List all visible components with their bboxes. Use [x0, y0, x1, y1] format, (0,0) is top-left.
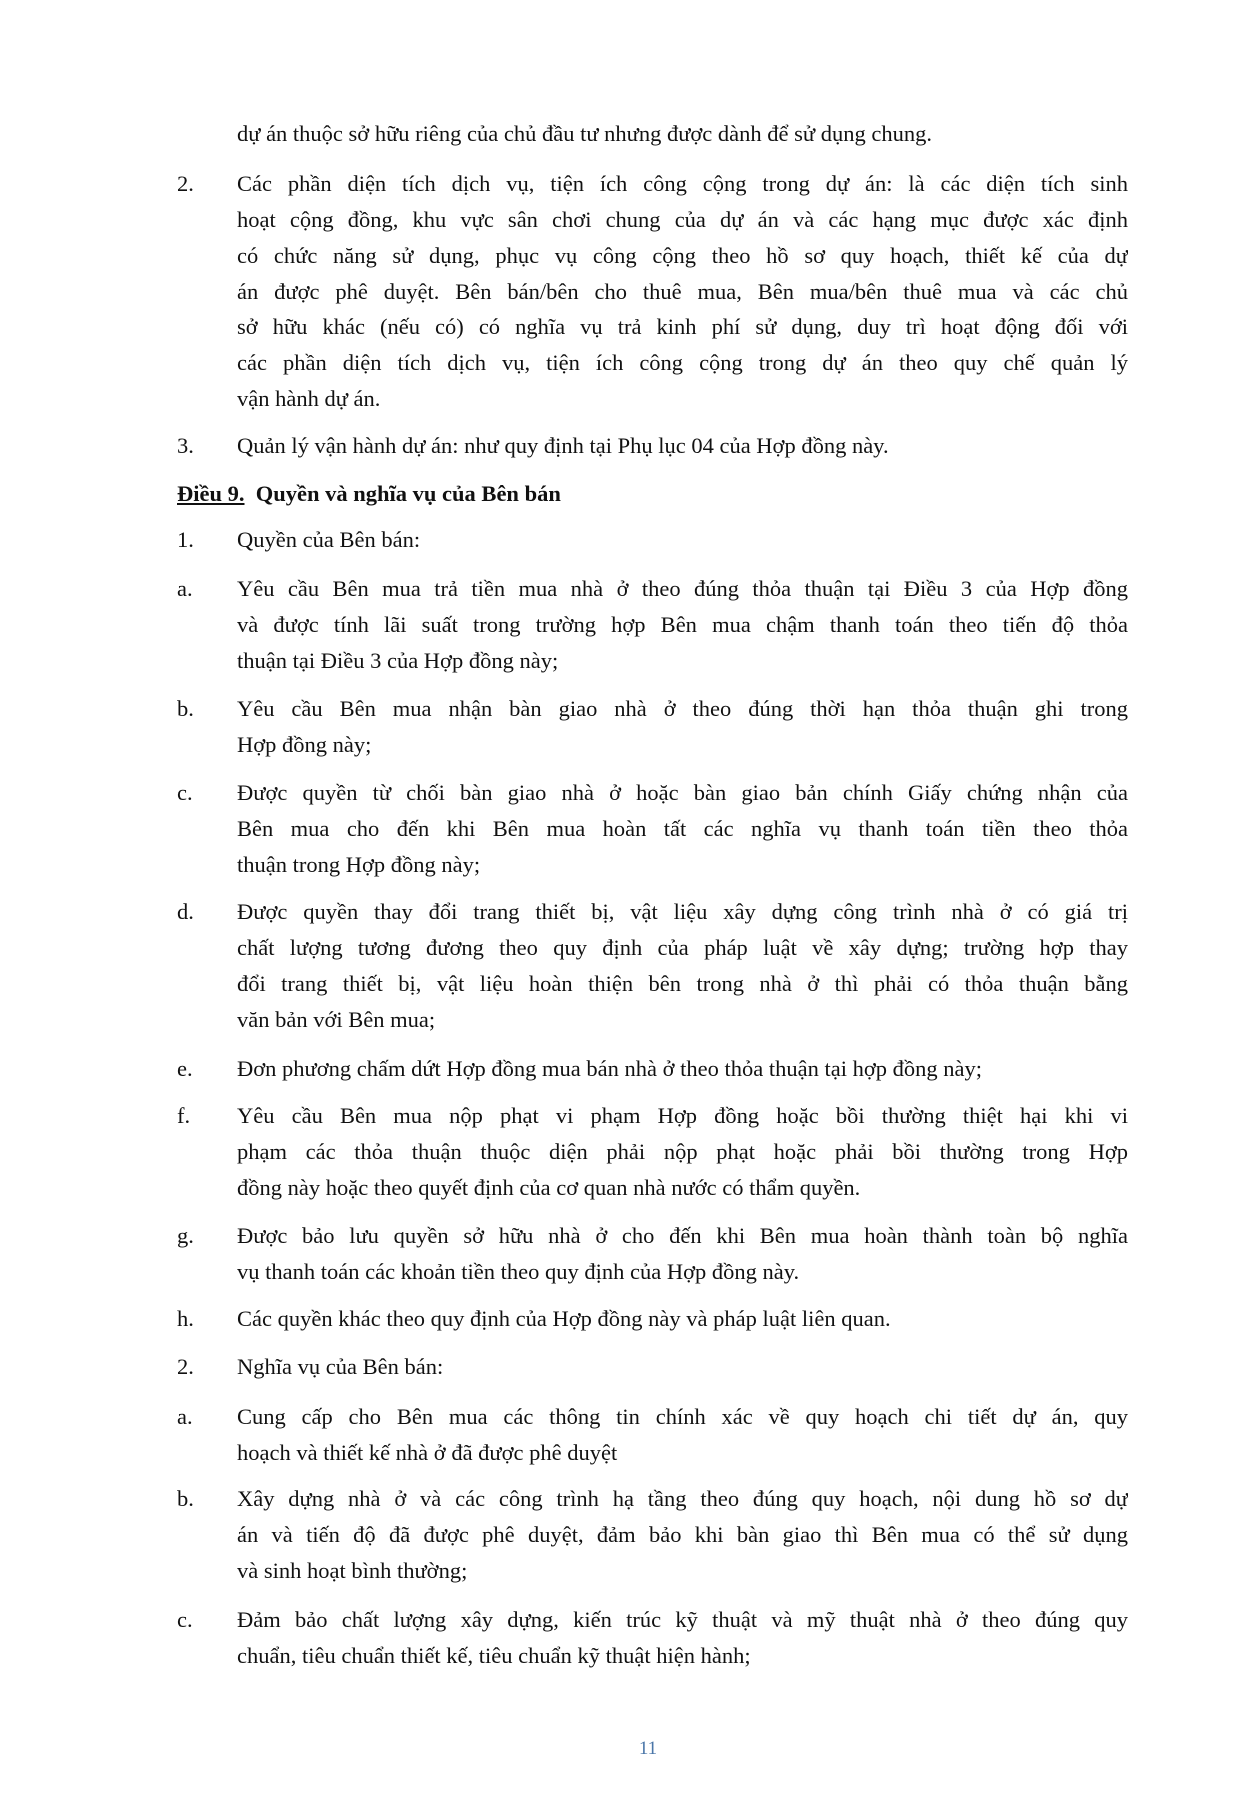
page-number: 11	[638, 1738, 658, 1759]
section-number: 1.	[177, 527, 194, 552]
section-title: Nghĩa vụ của Bên bán:	[237, 1354, 444, 1379]
item-letter: c.	[177, 780, 193, 805]
article-number: Điều 9.	[177, 481, 245, 506]
paragraph-line: và sinh hoạt bình thường;	[237, 1558, 468, 1583]
paragraph-line: Các quyền khác theo quy định của Hợp đồng này và pháp luật liên quan.	[237, 1306, 891, 1331]
paragraph-line: thuận tại Điều 3 của Hợp đồng này;	[237, 648, 559, 673]
article-heading	[177, 476, 561, 512]
paragraph-line: hoạt cộng đồng, khu vực sân chơi chung của dự án và các hạng mục được xác định	[237, 207, 1128, 232]
paragraph-line: chuẩn, tiêu chuẩn thiết kế, tiêu chuẩn kỹ thuật hiện hành;	[237, 1643, 751, 1668]
paragraph-continuation: dự án thuộc sở hữu riêng của chủ đầu tư nhưng được dành để sử dụng chung.	[237, 121, 932, 146]
paragraph-line: Đơn phương chấm dứt Hợp đồng mua bán nhà ở theo thỏa thuận tại hợp đồng này;	[237, 1056, 983, 1081]
paragraph-line: chất lượng tương đương theo quy định của pháp luật về xây dựng; trường hợp thay	[237, 935, 1128, 960]
paragraph-line: có chức năng sử dụng, phục vụ công cộng theo hồ sơ quy hoạch, thiết kế của dự	[237, 243, 1128, 268]
paragraph-line: Được quyền thay đổi trang thiết bị, vật liệu xây dựng công trình nhà ở có giá trị	[237, 899, 1128, 924]
article-title: Quyền và nghĩa vụ của Bên bán	[255, 481, 561, 506]
paragraph-line: Yêu cầu Bên mua trả tiền mua nhà ở theo đúng thỏa thuận tại Điều 3 của Hợp đồng	[237, 576, 1128, 601]
paragraph-line: Quản lý vận hành dự án: như quy định tại Phụ lục 04 của Hợp đồng này.	[237, 433, 889, 458]
item-letter: d.	[177, 899, 194, 924]
item-letter: a.	[177, 1404, 193, 1429]
paragraph-line: Cung cấp cho Bên mua các thông tin chính xác về quy hoạch chi tiết dự án, quy	[237, 1404, 1128, 1429]
paragraph-line: vụ thanh toán các khoản tiền theo quy định của Hợp đồng này.	[237, 1259, 800, 1284]
item-number: 3.	[177, 433, 194, 458]
paragraph-line: Xây dựng nhà ở và các công trình hạ tầng theo đúng quy hoạch, nội dung hồ sơ dự	[237, 1486, 1128, 1511]
paragraph-line: sở hữu khác (nếu có) có nghĩa vụ trả kinh phí sử dụng, duy trì hoạt động đối với	[237, 314, 1128, 339]
paragraph-line: Các phần diện tích dịch vụ, tiện ích công cộng trong dự án: là các diện tích sinh	[237, 171, 1128, 196]
item-number: 2.	[177, 171, 194, 196]
paragraph-line: Được quyền từ chối bàn giao nhà ở hoặc bàn giao bản chính Giấy chứng nhận của	[237, 780, 1128, 805]
paragraph-line: và được tính lãi suất trong trường hợp Bên mua chậm thanh toán theo tiến độ thỏa	[237, 612, 1128, 637]
paragraph-line: thuận trong Hợp đồng này;	[237, 852, 481, 877]
paragraph-line: phạm các thỏa thuận thuộc diện phải nộp phạt hoặc phải bồi thường trong Hợp	[237, 1139, 1128, 1164]
item-letter: b.	[177, 696, 194, 721]
paragraph-line: Yêu cầu Bên mua nhận bàn giao nhà ở theo đúng thời hạn thỏa thuận ghi trong	[237, 696, 1128, 721]
paragraph-line: Đảm bảo chất lượng xây dựng, kiến trúc kỹ thuật và mỹ thuật nhà ở theo đúng quy	[237, 1607, 1128, 1632]
item-letter: g.	[177, 1223, 194, 1248]
item-letter: c.	[177, 1607, 193, 1632]
item-letter: b.	[177, 1486, 194, 1511]
paragraph-line: Hợp đồng này;	[237, 732, 372, 757]
item-letter: a.	[177, 576, 193, 601]
paragraph-line: văn bản với Bên mua;	[237, 1007, 436, 1032]
item-letter: h.	[177, 1306, 194, 1331]
paragraph-line: vận hành dự án.	[237, 386, 381, 411]
section-title: Quyền của Bên bán:	[237, 527, 421, 552]
paragraph-line: án được phê duyệt. Bên bán/bên cho thuê mua, Bên mua/bên thuê mua và các chủ	[237, 279, 1128, 304]
paragraph-line: hoạch và thiết kế nhà ở đã được phê duyệt	[237, 1440, 618, 1465]
paragraph-line: Yêu cầu Bên mua nộp phạt vi phạm Hợp đồng hoặc bồi thường thiệt hại khi vi	[237, 1103, 1128, 1128]
paragraph-line: Được bảo lưu quyền sở hữu nhà ở cho đến khi Bên mua hoàn thành toàn bộ nghĩa	[237, 1223, 1128, 1248]
section-number: 2.	[177, 1354, 194, 1379]
paragraph-line: các phần diện tích dịch vụ, tiện ích công cộng trong dự án theo quy chế quản lý	[237, 350, 1128, 375]
paragraph-line: án và tiến độ đã được phê duyệt, đảm bảo khi bàn giao thì Bên mua có thể sử dụng	[237, 1522, 1128, 1547]
item-letter: f.	[177, 1103, 191, 1128]
item-letter: e.	[177, 1056, 193, 1081]
paragraph-line: đổi trang thiết bị, vật liệu hoàn thiện bên trong nhà ở thì phải có thỏa thuận bằng	[237, 971, 1128, 996]
paragraph-line: đồng này hoặc theo quyết định của cơ quan nhà nước có thẩm quyền.	[237, 1175, 861, 1200]
paragraph-line: Bên mua cho đến khi Bên mua hoàn tất các nghĩa vụ thanh toán tiền theo thỏa	[237, 816, 1128, 841]
